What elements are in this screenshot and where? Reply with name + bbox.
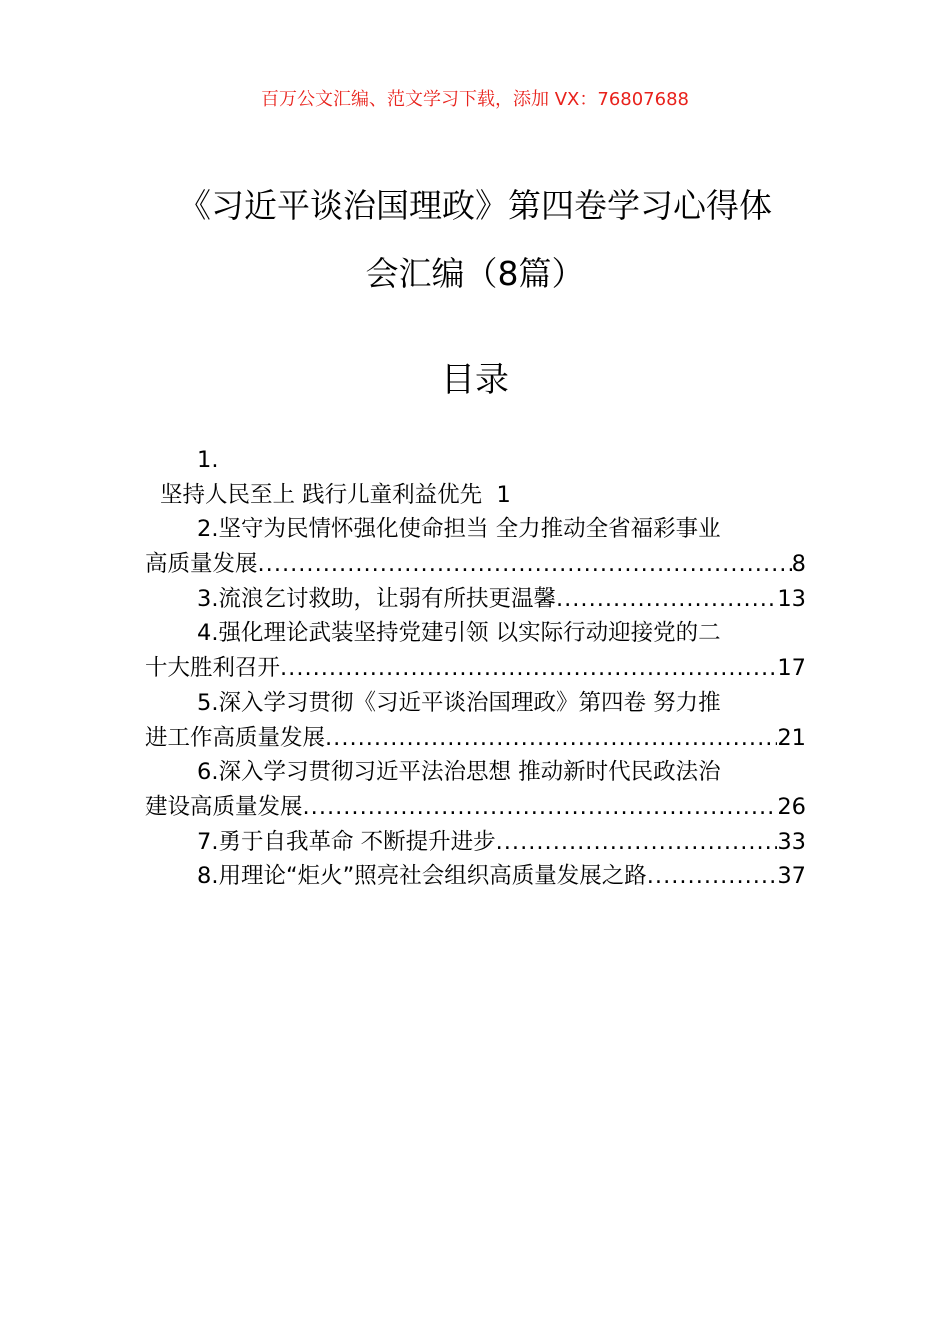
page-number: 33	[777, 828, 806, 855]
toc-entry-6-line1[interactable]: 6.深入学习贯彻习近平法治思想 推动新时代民政法治	[197, 759, 721, 786]
dot-leader	[280, 651, 777, 686]
watermark-header: 百万公文汇编、范文学习下载，添加 VX：76807688	[261, 89, 689, 110]
toc-entry-4[interactable]: 十大胜利召开 ..... 17	[145, 651, 806, 686]
page-number: 26	[777, 793, 806, 820]
toc-entry-1-num[interactable]: 1.	[197, 447, 219, 473]
toc-entry-4-line1[interactable]: 4.强化理论武装坚持党建引领 以实际行动迎接党的二	[197, 620, 721, 647]
dot-leader	[303, 790, 778, 825]
document-title-cont: 会汇编（8篇）	[365, 254, 585, 293]
dot-leader	[556, 582, 777, 617]
toc-entry-8[interactable]: 8.用理论“炬火”照亮社会组织高质量发展之路 ..... 37	[145, 859, 806, 894]
toc-heading: 目录	[441, 360, 509, 400]
toc-entry-3[interactable]: 3.流浪乞讨救助，让弱有所扶更温馨 ..... 13	[145, 582, 806, 617]
dot-leader	[258, 547, 792, 582]
page-number: 17	[777, 655, 806, 682]
page-number: 37	[777, 863, 806, 890]
table-of-contents	[145, 443, 806, 894]
page-number: 21	[777, 724, 806, 751]
dot-leader	[325, 721, 777, 756]
toc-entry-5[interactable]: 进工作高质量发展 ..... 21	[145, 721, 806, 756]
document-title: 《习近平谈治国理政》第四卷学习心得体	[178, 186, 772, 225]
toc-entry-7[interactable]: 7.勇于自我革命 不断提升进步 ..... 33	[145, 825, 806, 860]
toc-entry-5-line1[interactable]: 5.深入学习贯彻《习近平谈治国理政》第四卷 努力推	[197, 689, 721, 716]
page-number: 8	[791, 551, 806, 578]
page-number: 1	[496, 481, 511, 508]
dot-leader	[496, 825, 778, 860]
toc-entry-2[interactable]: 高质量发展 ..... 8	[145, 547, 806, 582]
toc-entry-1[interactable]: 坚持人民至上 践行儿童利益优先 1	[145, 478, 806, 513]
dot-leader	[647, 859, 778, 894]
toc-entry-6[interactable]: 建设高质量发展 ..... 26	[145, 790, 806, 825]
toc-entry-2-line1[interactable]: 2.坚守为民情怀强化使命担当 全力推动全省福彩事业	[197, 516, 721, 543]
page-number: 13	[777, 585, 806, 612]
